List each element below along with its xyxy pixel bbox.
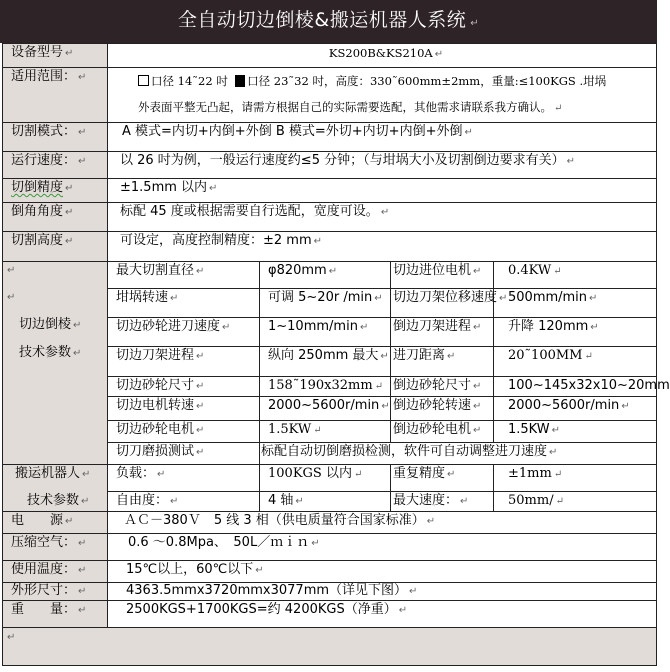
- scope-label: 适用范围： ↵: [3, 68, 108, 123]
- tech-value: 1.5KW ↵: [260, 421, 391, 443]
- tech-value: 2000~5600r/min ↵: [494, 397, 657, 421]
- air-label: 压缩空气： ↵: [3, 534, 108, 561]
- model-label: 设备型号 ↵: [3, 44, 108, 68]
- cut-mode-label: 切割模式： ↵: [3, 123, 108, 152]
- tech-value: 可调 5~20r /min ↵: [260, 289, 391, 318]
- title-bar: [0, 0, 657, 43]
- tech-value: 158˜190x32mm ↵: [260, 377, 391, 397]
- tech-row-0: [3, 262, 657, 289]
- tech-value: 升降 120mm ↵: [494, 318, 657, 347]
- robot-label: 搬运机器人 ↵ 技术参数 ↵: [3, 465, 108, 512]
- robot-value: ±1mm ↵: [494, 465, 657, 492]
- tech-value: 2000~5600r/min ↵: [260, 397, 391, 421]
- robot-key: 重复精度 ↵: [391, 465, 494, 492]
- cut-mode-value: A 模式=内切+内倒+外倒 B 模式=外切+内切+内倒+外倒 ↵: [108, 123, 657, 152]
- tech-key: 切边砂轮电机 ↵: [108, 421, 260, 443]
- tech-value: 100~145x32x10~20mm: [494, 377, 657, 397]
- tech-value: 0.4KW ↵: [494, 262, 657, 289]
- tech-key: 切边电机转速 ↵: [108, 397, 260, 421]
- power-label: 电 源 ↵: [3, 512, 108, 534]
- row-weight: [3, 601, 657, 628]
- tech-key: 倒边砂轮转速 ↵: [391, 397, 494, 421]
- tech-value: 500mm/min ↵: [494, 289, 657, 318]
- robot-row-0: [3, 465, 657, 492]
- row-dims: [3, 583, 657, 601]
- tech-value: φ820mm ↵: [260, 262, 391, 289]
- scope-value: 口径 14˜22 吋 口径 23˜32 吋，高度：330˜600mm±2mm，重量:≤100KGS .坩埚 外表面平整无凸起，请需方根据自己的实际需要选配，其他需求请联系我方确认。 ↵: [108, 68, 657, 123]
- tech-key: 倒边砂轮尺寸 ↵: [391, 377, 494, 397]
- row-scope: [3, 68, 657, 123]
- robot-key: 负载： ↵: [108, 465, 260, 492]
- temp-label: 使用温度： ↵: [3, 561, 108, 583]
- weight-label: 重 量： ↵: [3, 601, 108, 628]
- weight-value: 2500KGS+1700KGS=约 4200KGS（净重） ↵: [108, 601, 657, 628]
- wear-test-key: 切刀磨损测试 ↵: [108, 443, 260, 465]
- row-air: [3, 534, 657, 561]
- wear-test-value: 标配自动切倒磨损检测，软件可自动调整进刀速度 ↵: [260, 443, 657, 465]
- temp-value: 15℃以上，60℃以下 ↵: [108, 561, 657, 583]
- row-temp: [3, 561, 657, 583]
- tech-value: 1.5KW ↵: [494, 421, 657, 443]
- tech-key: 坩埚转速 ↵: [108, 289, 260, 318]
- row-footer-empty: [3, 628, 657, 666]
- row-cut-height: [3, 232, 657, 262]
- tech-key: 最大切割直径 ↵: [108, 262, 260, 289]
- cut-height-value: 可设定，高度控制精度：±2 mm ↵: [108, 232, 657, 262]
- row-model: [3, 44, 657, 68]
- run-speed-value: 以 26 吋为例，一般运行速度约≤5 分钟；（与坩埚大小及切割倒边要求有关） ↵: [108, 152, 657, 179]
- dims-value: 4363.5mmx3720mmx3077mm（详见下图） ↵: [108, 583, 657, 601]
- robot-value: 50mm/ ↵: [494, 492, 657, 512]
- row-cut-mode: [3, 123, 657, 152]
- robot-value: 100KGS 以内 ↵: [260, 465, 391, 492]
- chamfer-label: 倒角角度 ↵: [3, 203, 108, 232]
- chamfer-value: 标配 45 度或根据需要自行选配，宽度可设。 ↵: [108, 203, 657, 232]
- precision-label: 切倒精度 ↵: [3, 179, 108, 203]
- row-precision: [3, 179, 657, 203]
- tech-key: 切边砂轮进刀速度 ↵: [108, 318, 260, 347]
- row-power: [3, 512, 657, 534]
- row-run-speed: [3, 152, 657, 179]
- robot-key: 最大速度： ↵: [391, 492, 494, 512]
- paragraph-mark-icon: ↵: [470, 18, 480, 29]
- cut-height-label: 切割高度 ↵: [3, 232, 108, 262]
- tech-key: 切边刀架进程 ↵: [108, 347, 260, 377]
- power-value: ＡＣ－380Ｖ 5 线 3 相（供电质量符合国家标准） ↵: [108, 512, 657, 534]
- tech-key: 切边砂轮尺寸 ↵: [108, 377, 260, 397]
- checkbox-unchecked-icon[interactable]: [138, 75, 149, 86]
- tech-key: 进刀距离 ↵: [391, 347, 494, 377]
- tech-key: 切边刀架位移速度 ↵: [391, 289, 494, 318]
- model-value: KS200B&KS210A ↵: [108, 44, 657, 68]
- checkbox-checked-icon[interactable]: [235, 75, 245, 87]
- spec-table: [2, 43, 670, 666]
- document-title: [0, 5, 657, 32]
- precision-value: ±1.5mm 以内 ↵: [108, 179, 657, 203]
- footer-band: ↵: [3, 628, 657, 666]
- tech-key: 倒边砂轮电机 ↵: [391, 421, 494, 443]
- row-chamfer: [3, 203, 657, 232]
- robot-value: 4 轴 ↵: [260, 492, 391, 512]
- tech-label: ↵ ↵ 切边倒棱 ↵ 技术参数 ↵: [3, 262, 108, 465]
- robot-key: 自由度： ↵: [108, 492, 260, 512]
- dims-label: 外形尺寸： ↵: [3, 583, 108, 601]
- tech-value: 纵向 250mm 最大 ↵: [260, 347, 391, 377]
- tech-value: 20˜100MM ↵: [494, 347, 657, 377]
- run-speed-label: 运行速度： ↵: [3, 152, 108, 179]
- tech-key: 切边进位电机 ↵: [391, 262, 494, 289]
- air-value: 0.6 ～0.8Mpa、 50L／ｍｉｎ ↵: [108, 534, 657, 561]
- tech-key: 倒边刀架进程 ↵: [391, 318, 494, 347]
- title-text: 全自动切边倒棱&搬运机器人系统: [177, 9, 467, 31]
- tech-value: 1~10mm/min ↵: [260, 318, 391, 347]
